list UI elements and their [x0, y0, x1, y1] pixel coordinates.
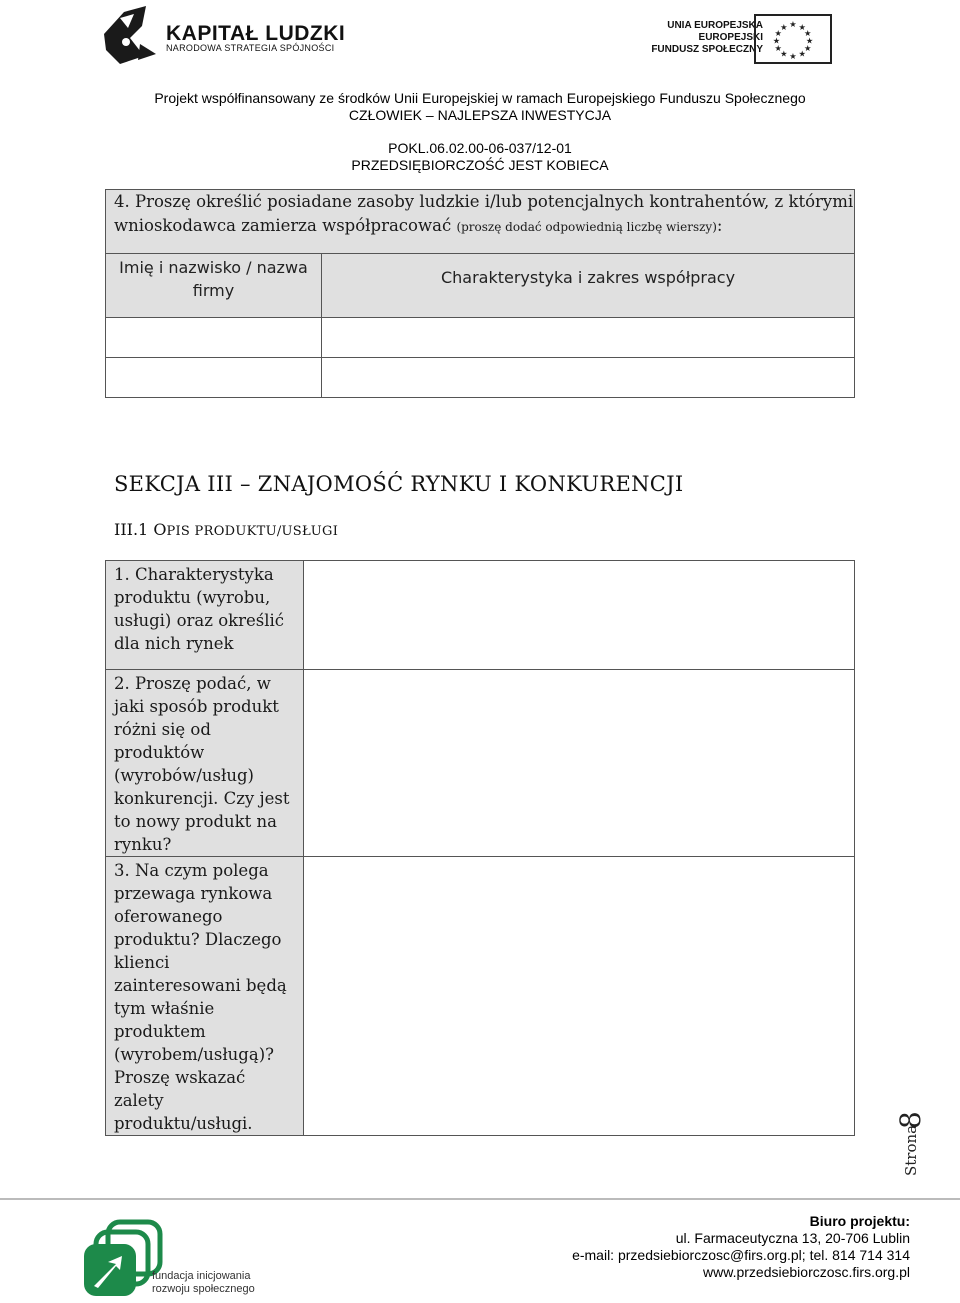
characteristics-input-cell-1[interactable]	[322, 318, 855, 358]
eu-line-1: UNIA EUROPEJSKA	[667, 20, 763, 31]
answer-1-cell[interactable]	[304, 561, 855, 670]
project-line-3: POKL.06.02.00-06-037/12-01	[388, 140, 572, 156]
svg-text:★: ★	[805, 35, 814, 46]
fundacja-line-1: fundacja inicjowania	[152, 1270, 251, 1282]
col-header-characteristics: Charakterystyka i zakres współpracy	[322, 254, 855, 318]
biuro-title: Biuro projektu:	[809, 1213, 910, 1229]
product-description-table	[105, 560, 855, 1136]
project-line-4: PRZEDSIĘBIORCZOŚĆ JEST KOBIECA	[351, 157, 609, 173]
q4-prompt	[106, 190, 854, 239]
page-label: Strona	[902, 1124, 920, 1176]
svg-text:★: ★	[780, 21, 788, 32]
svg-text:★: ★	[780, 48, 788, 59]
kapital-ludzki-title: KAPITAŁ LUDZKI	[166, 22, 346, 45]
footer-divider	[0, 1198, 960, 1200]
characteristics-input-cell-2[interactable]	[322, 358, 855, 398]
svg-text:★: ★	[789, 51, 797, 62]
svg-text:★: ★	[804, 42, 812, 53]
eu-line-2: EUROPEJSKI	[698, 32, 763, 43]
fundacja-name	[152, 1270, 255, 1296]
svg-text:★: ★	[789, 19, 797, 30]
answer-3-cell[interactable]	[304, 857, 855, 1136]
section-title: SEKCJA III – ZNAJOMOŚĆ RYNKU I KONKURENCJI	[114, 472, 684, 496]
q4-prompt-cell	[106, 190, 855, 254]
q4-prompt-note: (proszę dodać odpowiednią liczbę wierszy)	[456, 220, 717, 234]
q4-prompt-text: 4. Proszę określić posiadane zasoby ludzkie i/lub potencjalnych kontrahentów, z którymi wnioskodawca zamierza współpracować	[114, 192, 854, 235]
question-1: 1. Charakterystyka produktu (wyrobu, usługi) oraz określić dla nich rynek	[106, 561, 304, 670]
biuro-contact: e-mail: przedsiebiorczosc@firs.org.pl; tel. 814 714 314	[572, 1247, 910, 1263]
eu-fund-label	[651, 20, 763, 56]
section-subtitle	[114, 520, 338, 539]
name-input-cell-1[interactable]	[106, 318, 322, 358]
eu-line-3: FUNDUSZ SPOŁECZNY	[651, 44, 763, 55]
name-input-cell-2[interactable]	[106, 358, 322, 398]
col-header-name: Imię i nazwisko / nazwa firmy	[106, 254, 322, 318]
biuro-website[interactable]: www.przedsiebiorczosc.firs.org.pl	[703, 1264, 910, 1280]
project-line-1: Projekt współfinansowany ze środków Unii Europejskiej w ramach Europejskiego Funduszu Społecznego	[154, 90, 806, 106]
question-3: 3. Na czym polega przewaga rynkowa oferowanego produktu? Dlaczego klienci zainteresowani będą tym właśnie produktem (wyrobem/usługą)? Proszę wskazać zalety produktu/usługi.	[106, 857, 304, 1136]
project-line-2: CZŁOWIEK – NAJLEPSZA INWESTYCJA	[348, 107, 612, 123]
svg-text:★: ★	[772, 35, 781, 46]
kapital-ludzki-subtitle: NARODOWA STRATEGIA SPÓJNOŚCI	[166, 43, 335, 53]
q4-prompt-colon: :	[716, 216, 723, 235]
svg-text:★: ★	[774, 28, 782, 39]
page-number-value: 8	[894, 1111, 927, 1129]
svg-text:★: ★	[798, 48, 806, 59]
page-number	[872, 1108, 932, 1178]
biuro-address: ul. Farmaceutyczna 13, 20-706 Lublin	[675, 1230, 910, 1246]
svg-text:★: ★	[774, 42, 782, 53]
answer-2-cell[interactable]	[304, 670, 855, 857]
svg-text:★: ★	[798, 21, 806, 32]
section-subtitle-rest: PIS PRODUKTU/USŁUGI	[166, 524, 339, 539]
question-2: 2. Proszę podać, w jaki sposób produkt różni się od produktów (wyrobów/usług) konkurencji. Czy jest to nowy produkt na rynku?	[106, 670, 304, 857]
eu-flag-icon	[754, 14, 832, 64]
project-office	[572, 1213, 910, 1281]
section-subtitle-num: III.1 O	[114, 520, 167, 539]
fundacja-line-2: rozwoju społecznego	[152, 1283, 255, 1295]
svg-text:★: ★	[804, 28, 812, 39]
resources-table	[105, 189, 855, 398]
